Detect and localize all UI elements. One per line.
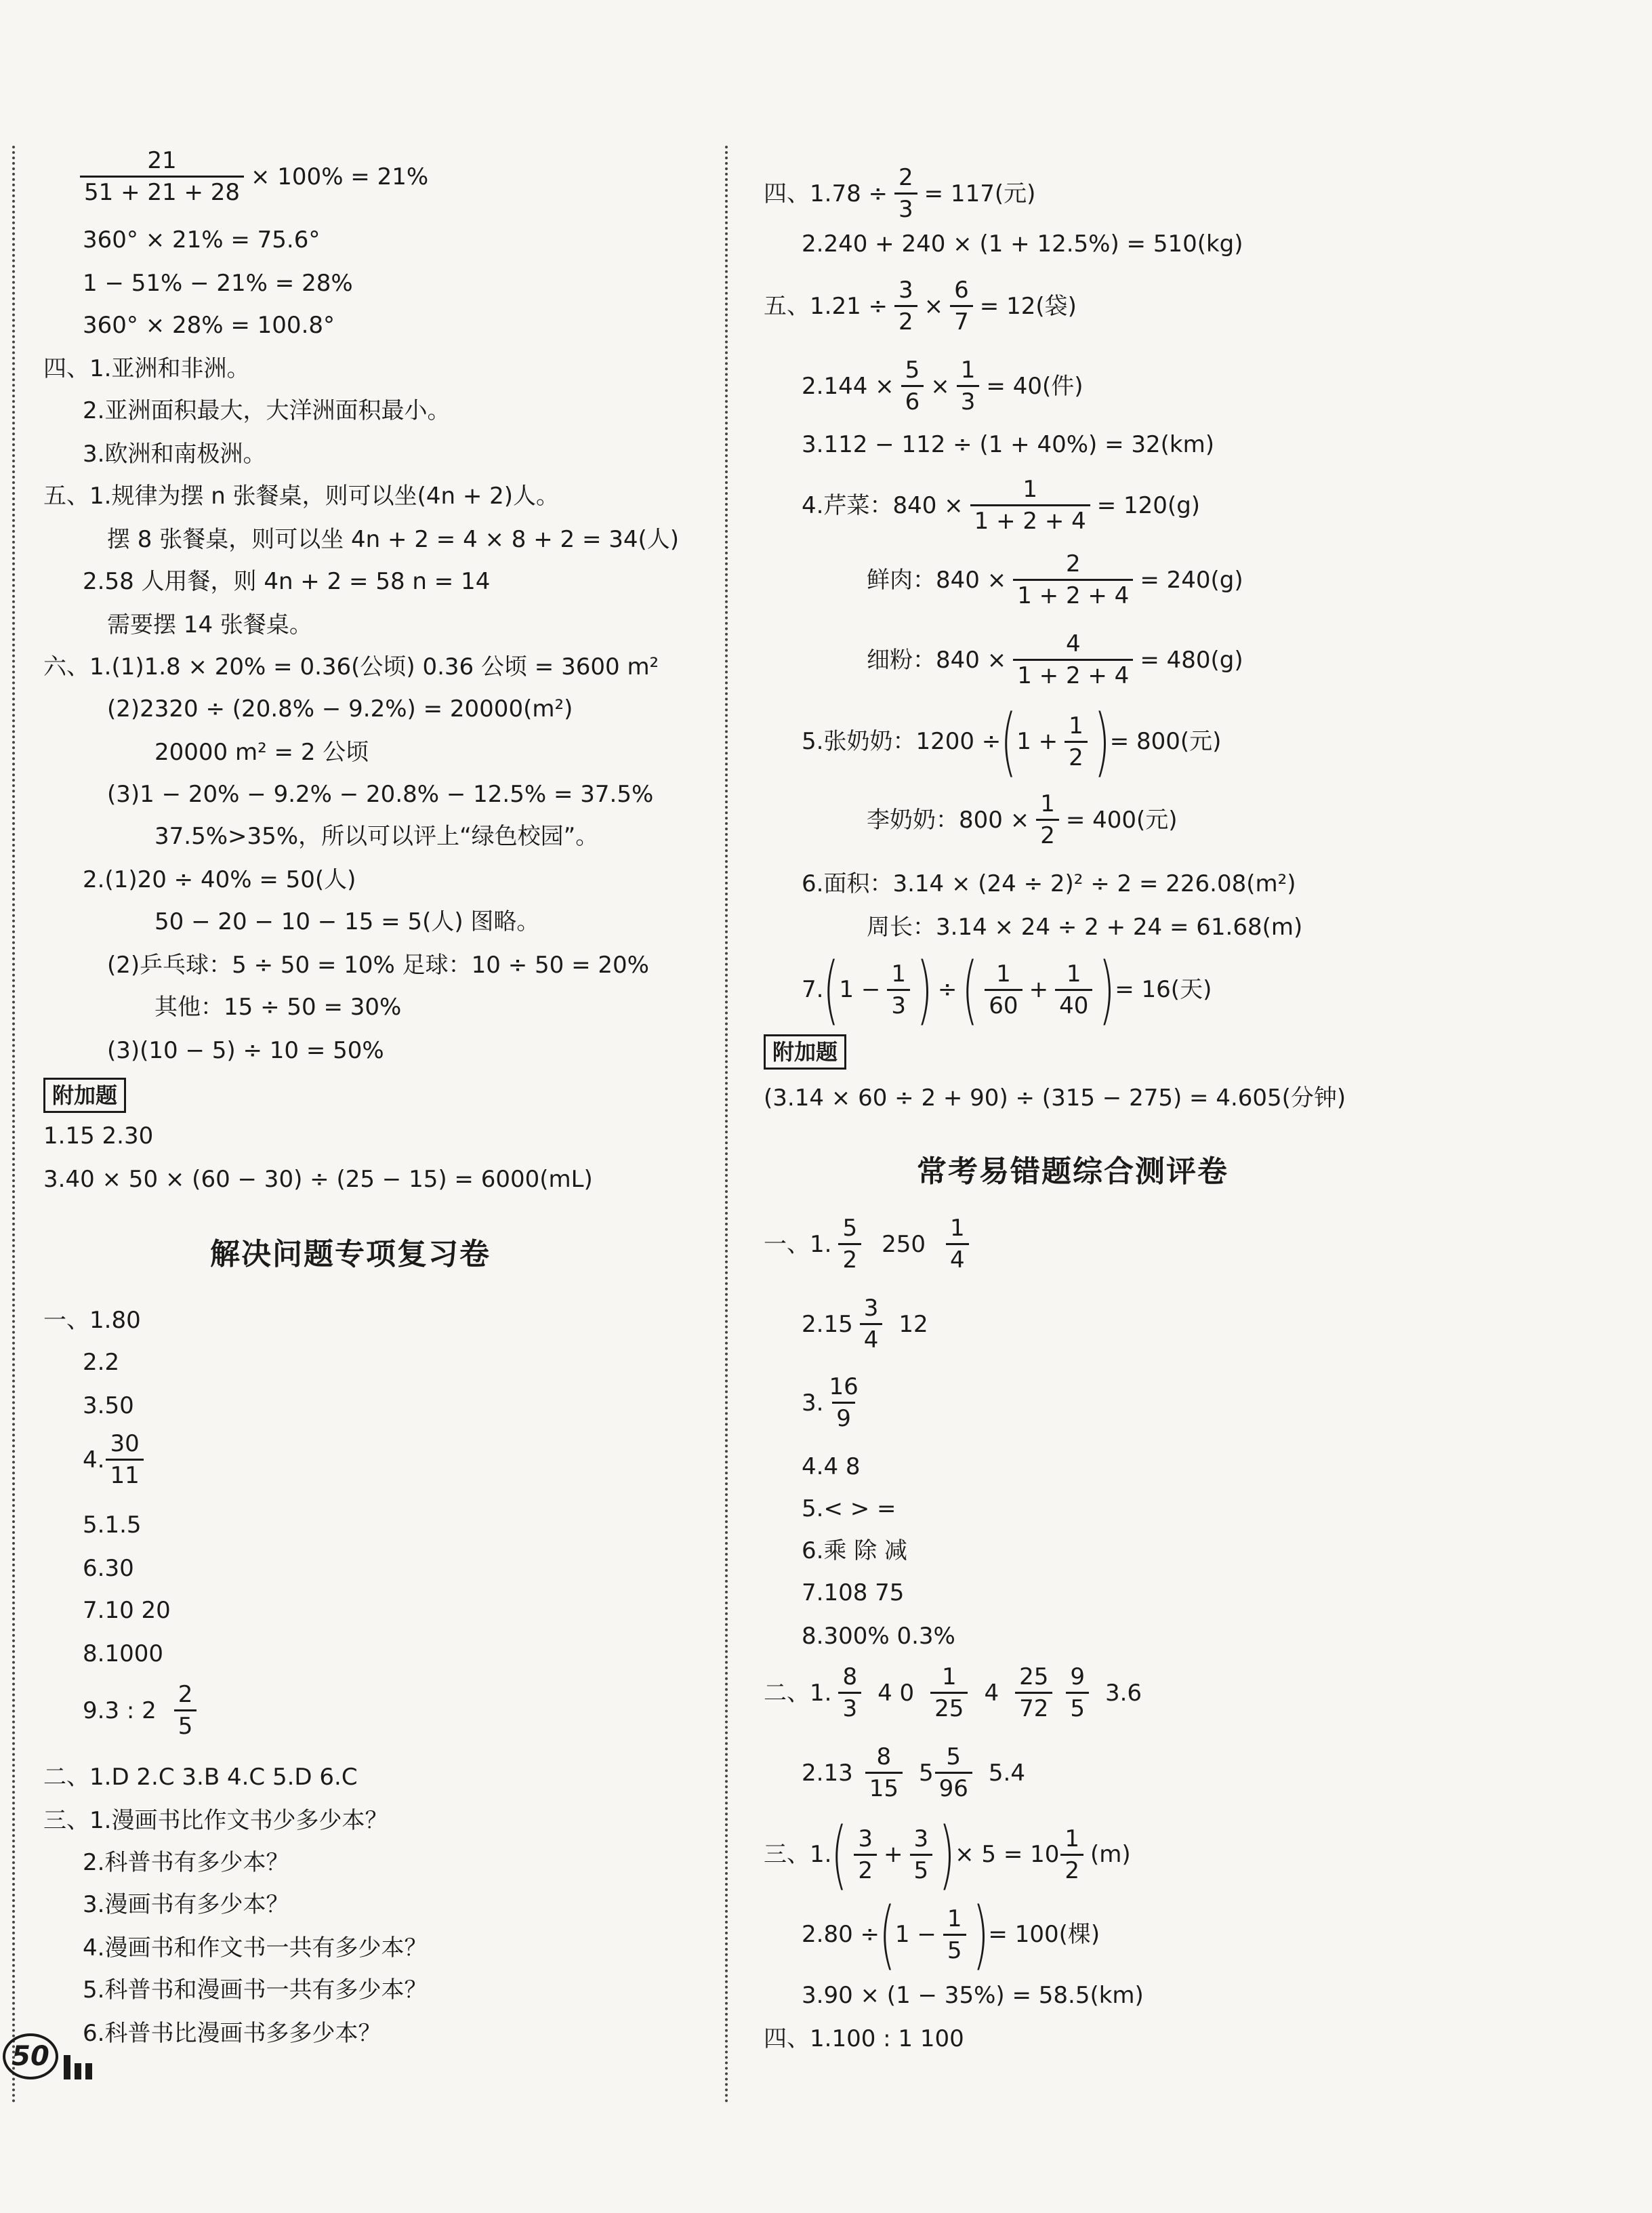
answer-line: 2.2 (83, 1349, 120, 1376)
left-paren: ( (962, 946, 978, 1033)
answer-line: 李奶奶：800 × $\frac{1}{2}$ = 400(元) (867, 790, 1178, 849)
answer-line: 9.3 : 2 $\frac{2}{5}$ (83, 1680, 203, 1741)
fraction: $\frac{3}{4}$ (860, 1293, 883, 1355)
answer-line: 摆 8 张餐桌，则可以坐 4n + 2 = 4 × 8 + 2 = 34(人) (107, 526, 680, 553)
fraction: $\frac{25}{72}$ (1015, 1662, 1052, 1724)
answer-line: (2)2320 ÷ (20.8% − 9.2%) = 20000(m²) (107, 695, 573, 723)
answer-line: 3.欧洲和南极洲。 (83, 441, 266, 468)
answer-line: 3. $\frac{16}{9}$ (802, 1372, 869, 1434)
answer-line: 50 − 20 − 10 − 15 = 5(人) 图略。 (154, 908, 540, 935)
answer-line: 2.80 ÷ ( 1 − $\frac{1}{5}$ ) = 100(棵) (802, 1891, 1100, 1978)
fraction: $\frac{1}{2}$ (1060, 1824, 1083, 1886)
left-margin-dots (12, 146, 15, 2105)
answer-line: 8.300% 0.3% (802, 1623, 955, 1650)
answer-line: 四、1.100 : 1 100 (764, 2025, 964, 2052)
answer-line: 5.< > = (802, 1495, 896, 1522)
answer-line: 2.(1)20 ÷ 40% = 50(人) (83, 866, 356, 893)
fraction: $\frac{5}{96}$ (935, 1742, 972, 1804)
fraction: $\frac{1}{40}$ (1055, 959, 1092, 1021)
fraction: $\frac{1}{25}$ (930, 1662, 968, 1724)
answer-line: 3.漫画书有多少本？ (83, 1891, 289, 1918)
answer-line: 6.30 (83, 1555, 134, 1582)
answer-line: 三、1. ( $\frac{3}{2}$ + $\frac{3}{5}$ ) × 5 = 10 $\frac{1}{2}$ (m) (764, 1811, 1131, 1898)
bonus-badge: 附加题 (764, 1034, 846, 1070)
fraction: $\frac{5}{2}$ (838, 1213, 861, 1275)
answer-line: 3.50 (83, 1392, 134, 1419)
fraction: $\frac{21}{51 + 21 + 28}$ (80, 146, 244, 207)
answer-line: 4.芹菜：840 × $\frac{1}{1 + 2 + 4}$ = 120(g) (802, 476, 1201, 535)
answer-line: 2.15 $\frac{3}{4}$ 12 (802, 1295, 928, 1354)
left-paren: ( (1000, 698, 1017, 785)
answer-line: 五、1.规律为摆 n 张餐桌，则可以坐(4n + 2)人。 (43, 483, 560, 510)
fraction: $\frac{30}{11}$ (106, 1429, 143, 1490)
left-paren: ( (879, 1891, 896, 1978)
right-paren: ) (916, 946, 933, 1033)
answer-line: 7.108 75 (802, 1579, 905, 1606)
answer-line: 6.面积：3.14 × (24 ÷ 2)² ÷ 2 = 226.08(m²) (802, 870, 1296, 897)
right-paren: ) (938, 1811, 955, 1898)
page-number (3, 2033, 92, 2079)
answer-line: 20000 m² = 2 公顷 (154, 739, 369, 766)
answer-line: (3)1 − 20% − 9.2% − 20.8% − 12.5% = 37.5% (107, 781, 654, 808)
fraction: $\frac{9}{5}$ (1066, 1662, 1089, 1724)
answer-line: 5.张奶奶：1200 ÷ ( 1 + $\frac{1}{2}$ ) = 800(元) (802, 698, 1222, 785)
bar-icon (64, 2055, 92, 2079)
answer-line: 六、1.(1)1.8 × 20% = 0.36(公顷) 0.36 公顷 = 3600 m² (43, 653, 659, 681)
answer-line: 2.58 人用餐，则 4n + 2 = 58 n = 14 (83, 568, 491, 595)
fraction: $\frac{2}{5}$ (174, 1680, 197, 1741)
answer-line: 二、1.D 2.C 3.B 4.C 5.D 6.C (43, 1764, 358, 1791)
answer-line: $\frac{21}{51 + 21 + 28}$ × 100% = 21% (73, 146, 428, 207)
answer-line: 周长：3.14 × 24 ÷ 2 + 24 = 61.68(m) (867, 914, 1303, 941)
answer-line: 2.亚洲面积最大，大洋洲面积最小。 (83, 397, 451, 424)
section-title: 解决问题专项复习卷 (210, 1237, 491, 1272)
answer-line: 2.240 + 240 × (1 + 12.5%) = 510(kg) (802, 230, 1243, 258)
fraction: $\frac{4}{1 + 2 + 4}$ (1013, 629, 1133, 691)
fraction: $\frac{6}{7}$ (950, 275, 973, 337)
answer-line: (3)(10 − 5) ÷ 10 = 50% (107, 1037, 384, 1064)
answer-line: 3.40 × 50 × (60 − 30) ÷ (25 − 15) = 6000(mL) (43, 1166, 593, 1193)
fraction: $\frac{1}{2}$ (1036, 789, 1059, 851)
answer-line: 7.10 20 (83, 1597, 171, 1624)
fraction: $\frac{2}{1 + 2 + 4}$ (1013, 549, 1133, 611)
answer-line: 3.112 − 112 ÷ (1 + 40%) = 32(km) (802, 431, 1214, 458)
answer-line: 一、1. $\frac{5}{2}$ 250 $\frac{1}{4}$ (764, 1213, 976, 1275)
left-paren: ( (823, 946, 840, 1033)
answer-line: 1.15 2.30 (43, 1122, 154, 1150)
answer-line: 7. ( 1 − $\frac{1}{3}$ ) ÷ ( $\frac{1}{60}$ + $\frac{1}{40}$ ) = 16(天) (802, 946, 1212, 1033)
answer-line: 2.13 $\frac{8}{15}$ 5 $\frac{5}{96}$ 5.4 (802, 1743, 1025, 1802)
fraction: $\frac{1}{3}$ (887, 959, 910, 1021)
answer-line: 360° × 21% = 75.6° (83, 226, 321, 253)
fraction: $\frac{1}{5}$ (943, 1904, 966, 1966)
answer-line: 6.科普书比漫画书多多少本？ (83, 2020, 381, 2047)
answer-line: (2)乒乓球：5 ÷ 50 = 10% 足球：10 ÷ 50 = 20% (107, 952, 649, 979)
fraction: $\frac{1}{4}$ (946, 1213, 969, 1275)
answer-line: 需要摆 14 张餐桌。 (107, 611, 312, 638)
answer-line: 1 − 51% − 21% = 28% (83, 270, 353, 297)
answer-line: 4. $\frac{30}{11}$ (83, 1429, 150, 1490)
answer-line: 一、1.80 (43, 1307, 141, 1334)
answer-line: 4.漫画书和作文书一共有多少本？ (83, 1934, 428, 1962)
section-title: 常考易错题综合测评卷 (917, 1154, 1228, 1189)
fraction: $\frac{3}{2}$ (894, 275, 917, 337)
answer-line: 8.1000 (83, 1640, 163, 1667)
answer-line: 5.1.5 (83, 1511, 142, 1539)
right-paren: ) (1094, 698, 1111, 785)
fraction: $\frac{8}{15}$ (865, 1742, 903, 1804)
fraction: $\frac{16}{9}$ (829, 1373, 859, 1432)
fraction: $\frac{2}{3}$ (894, 163, 917, 224)
answer-line: 四、1.亚洲和非洲。 (43, 355, 250, 382)
answer-line: 5.科普书和漫画书一共有多少本？ (83, 1976, 428, 2004)
answer-line: 五、1.21 ÷ $\frac{3}{2}$ × $\frac{6}{7}$ = 12(袋) (764, 277, 1077, 336)
answer-line: 6.乘 除 减 (802, 1537, 908, 1564)
answer-line: 2.科普书有多少本？ (83, 1849, 289, 1876)
fraction: $\frac{1}{1 + 2 + 4}$ (970, 474, 1090, 536)
bonus-badge: 附加题 (43, 1078, 126, 1113)
right-paren: ) (972, 1891, 989, 1978)
answer-line: 鲜肉：840 × $\frac{2}{1 + 2 + 4}$ = 240(g) (867, 550, 1243, 609)
answer-line: 360° × 28% = 100.8° (83, 312, 335, 339)
answer-line: 37.5%>35%，所以可以评上“绿色校园”。 (154, 823, 599, 850)
right-paren: ) (1098, 946, 1115, 1033)
page-number-circle: 50 (3, 2033, 58, 2079)
column-divider (725, 146, 728, 2105)
answer-line: 4.4 8 (802, 1453, 861, 1480)
answer-line: 四、1.78 ÷ $\frac{2}{3}$ = 117(元) (764, 164, 1036, 223)
left-paren: ( (831, 1811, 848, 1898)
fraction: $\frac{3}{2}$ (854, 1824, 877, 1886)
fraction: $\frac{1}{2}$ (1065, 711, 1088, 773)
fraction: $\frac{1}{60}$ (985, 959, 1022, 1021)
fraction: $\frac{1}{3}$ (957, 355, 980, 417)
answer-line: 细粉：840 × $\frac{4}{1 + 2 + 4}$ = 480(g) (867, 630, 1243, 689)
answer-line: 3.90 × (1 − 35%) = 58.5(km) (802, 1982, 1144, 2009)
answer-line: 2.144 × $\frac{5}{6}$ × $\frac{1}{3}$ = 40(件) (802, 357, 1083, 415)
answer-line: (3.14 × 60 ÷ 2 + 90) ÷ (315 − 275) = 4.605(分钟) (764, 1084, 1346, 1112)
fraction: $\frac{8}{3}$ (838, 1662, 861, 1724)
fraction: $\frac{5}{6}$ (901, 355, 924, 417)
answer-line: 二、1. $\frac{8}{3}$ 4 0 $\frac{1}{25}$ 4 $\frac{25}{72}$ $\frac{9}{5}$ 3.6 (764, 1663, 1142, 1722)
fraction: $\frac{3}{5}$ (910, 1824, 933, 1886)
answer-line: 其他：15 ÷ 50 = 30% (154, 994, 402, 1021)
answer-line: 三、1.漫画书比作文书少多少本？ (43, 1807, 388, 1834)
